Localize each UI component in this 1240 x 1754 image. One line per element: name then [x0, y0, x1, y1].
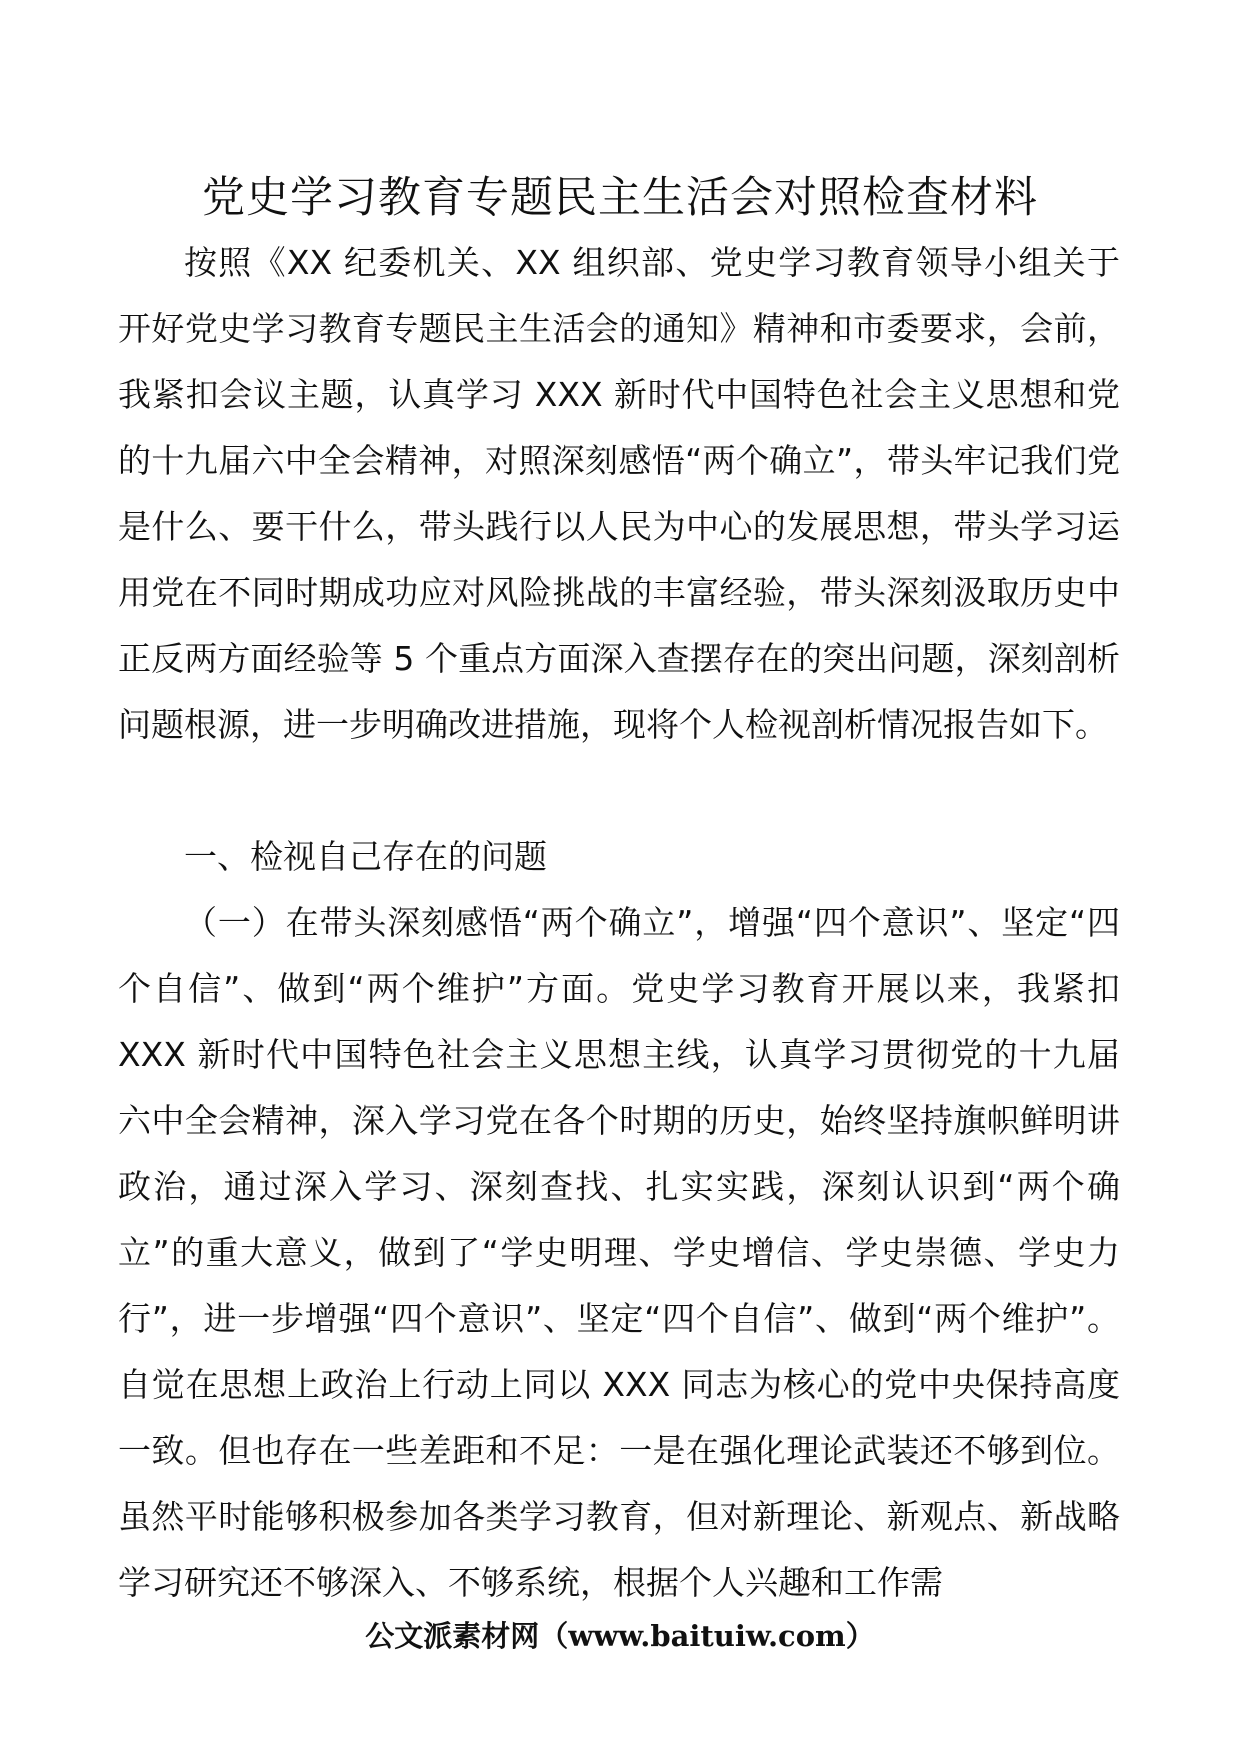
footer-watermark: 公文派素材网（www.baituiw.com） — [365, 1619, 875, 1653]
section-heading: 一、检视自己存在的问题 — [184, 837, 547, 876]
subsection-paragraph: （一）在带头深刻感悟“两个确立”，增强“四个意识”、坚定“四个自信”、做到“两个维护”方面。党史学习教育开展以来，我紧扣 XXX 新时代中国特色社会主义思想主线，认真学习贯彻党的十九届六中全会精神，深入学习党在各个时期的历史，始终坚持旗帜鲜明讲政治，通过深入学习、深刻查找、扎实实践，深刻认识到“两个确立”的重大意义，做到了“学史明理、学史增信、学史崇德、学史力行”，进一步增强“四个意识”、坚定“四个自信”、做到“两个维护”。自觉在思想上政治上行动上同以 XXX 同志为核心的党中央保持高度一致。但也存在一些差距和不足：一是在强化理论武装还不够到位。虽然平时能够积极参加各类学习教育，但对新理论、新观点、新战略学习研究还不够深入、不够系统，根据个人兴趣和工作需 — [118, 903, 1120, 1602]
document-title: 党史学习教育专题民主生活会对照检查材料 — [202, 173, 1038, 223]
intro-paragraph: 按照《XX 纪委机关、XX 组织部、党史学习教育领导小组关于开好党史学习教育专题民主生活会的通知》精神和市委要求，会前，我紧扣会议主题，认真学习 XXX 新时代中国特色社会主义思想和党的十九届六中全会精神，对照深刻感悟“两个确立”，带头牢记我们党是什么、要干什么，带头践行以人民为中心的发展思想，带头学习运用党在不同时期成功应对风险挑战的丰富经验，带头深刻汲取历史中正反两方面经验等 5 个重点方面深入查摆存在的突出问题，深刻剖析问题根源，进一步明确改进措施，现将个人检视剖析情况报告如下。 — [118, 243, 1120, 744]
